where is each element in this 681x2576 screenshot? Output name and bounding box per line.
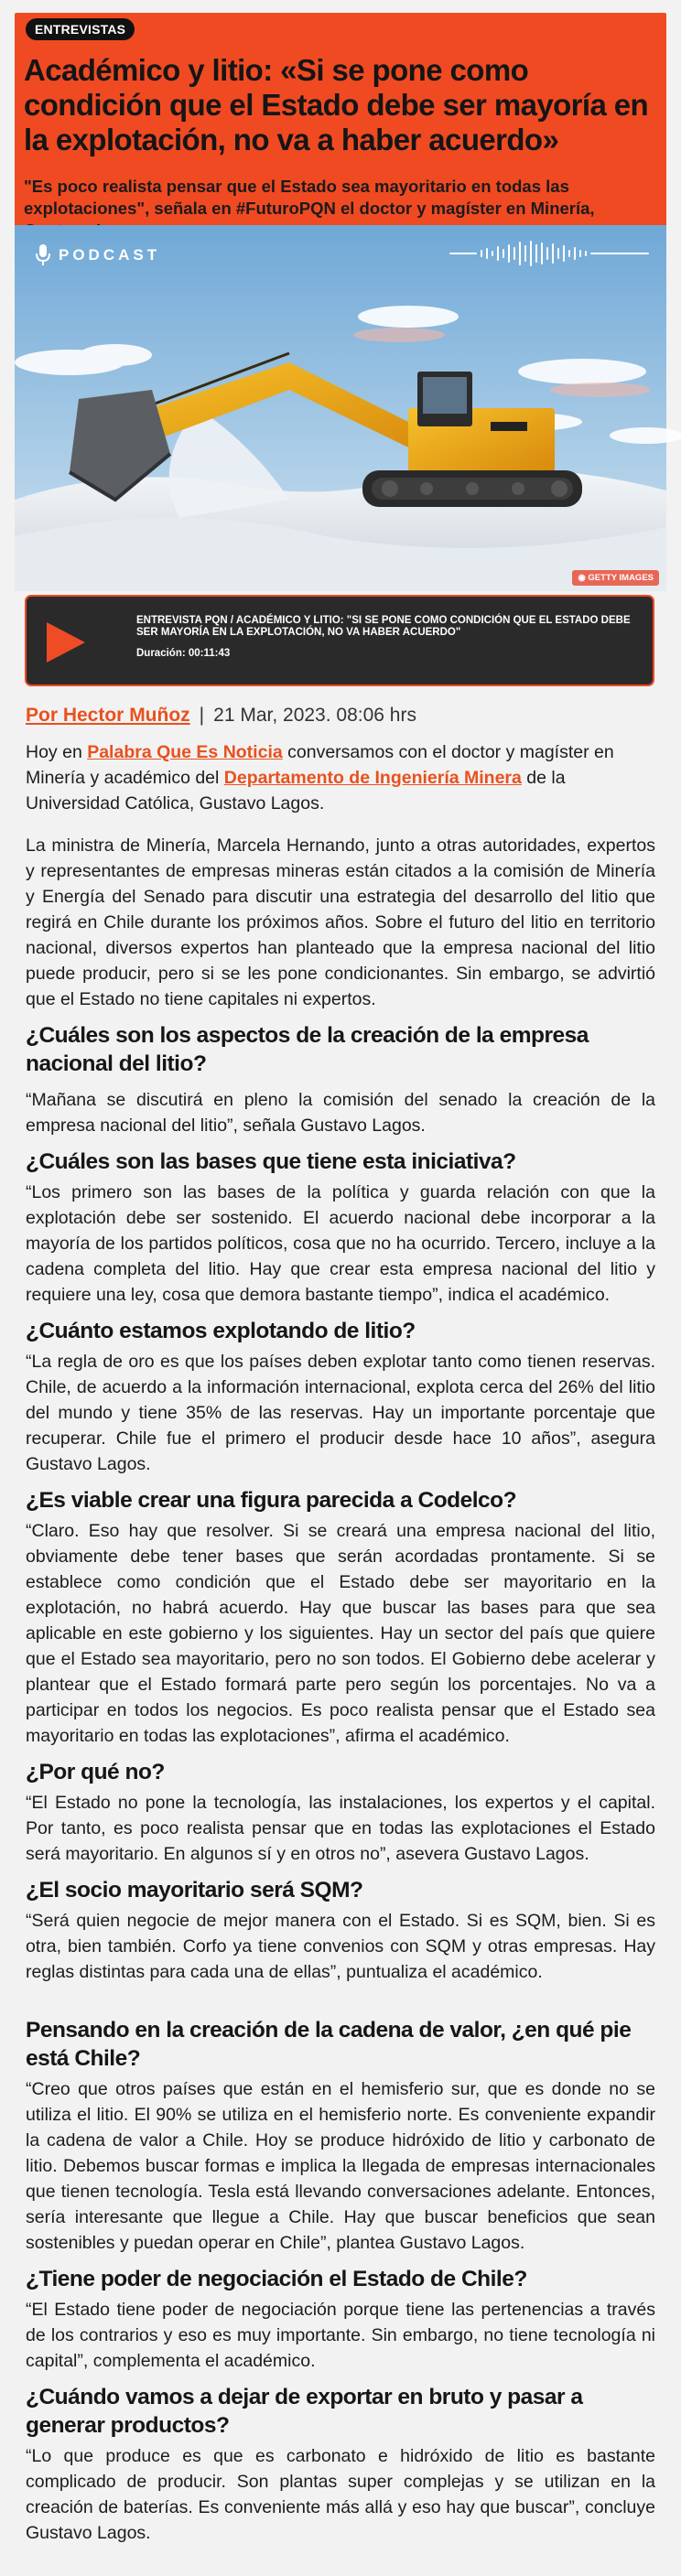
hero-image [15, 225, 666, 591]
intro-paragraph: La ministra de Minería, Marcela Hernando, junto a otras autoridades, expertos y representantes de empresas mineras están citados a la comisión de Minería y Energía del Senado para discutir una estrategia del desarrollo del litio que regirá en Chile durante los próximos años. Sobre el futuro del litio en territorio nacional, diversos expertos han planteado que la empresa nacional del litio puede producir, pero si se les pone condicionantes. Sin embargo, se advirtió que el Estado no tiene capitales ni expertos. [26, 835, 655, 1009]
answer-paragraph: “Creo que otros países que están en el hemisferio sur, que es donde no se utiliza el litio. El 90% se utiliza en el hemisferio norte. Es conveniente expandir la cadena de valor a Chile. Hoy se produce hidróxido de litio y carbonato de litio. Debemos buscar formas e implica la llegada de empresas internacionales que tienen tecnología. Tesla está llevando conversaciones adelante. Entonces, sería interesante que llegue a Chile. Hay que buscar beneficios que sean sostenibles y puedan operar en Chile”, plantea Gustavo Lagos. [26, 2079, 655, 2253]
byline-separator: | [199, 705, 205, 726]
department-link[interactable]: Departamento de Ingeniería Minera [223, 768, 522, 788]
answer-paragraph: “Lo que produce es que es carbonato e hidróxido de litio es bastante complicado de producir. Son plantas super complejas y se utilizan en la creación de baterías. Es conveniente más allá y eso hay que buscar”, concluye Gustavo Lagos. [26, 2446, 655, 2543]
question-heading: ¿Tiene poder de negociación el Estado de Chile? [26, 2267, 527, 2291]
question-heading: Pensando en la creación de la cadena de valor, ¿en qué pie está Chile? [26, 2018, 632, 2071]
article-body [26, 739, 655, 2546]
author-link[interactable]: Por Hector Muñoz [26, 705, 190, 726]
answer-paragraph: “Mañana se discutirá en pleno la comisión del senado la creación de la empresa nacional del litio”, señala Gustavo Lagos. [26, 1090, 655, 1136]
answer-paragraph: “El Estado no pone la tecnología, las instalaciones, los expertos y el capital. Por tanto, es poco realista pensar que en todas las explotaciones el Estado será mayoritario. En algunos sí y en otros no”, asevera Gustavo Lagos. [26, 1793, 655, 1864]
photo-credit: ◉ GETTY IMAGES [572, 570, 659, 586]
answer-paragraph: “Será quien negocie de mejor manera con el Estado. Si es SQM, bien. Si es otra, bien también. Corfo ya tiene convenios con SQM y otras empresas. Hay reglas distintas para cada una de ellas”, puntualiza el académico. [26, 1911, 655, 1982]
publish-date: 21 Mar, 2023. 08:06 hrs [213, 705, 416, 726]
lead-paragraph: Hoy en Palabra Que Es Noticia conversamos con el doctor y magíster en Minería y académico del Departamento de Ingeniería Minera de la Universidad Católica, Gustavo Lagos. [26, 742, 614, 814]
question-heading: ¿Es viable crear una figura parecida a Codelco? [26, 1488, 517, 1513]
category-badge[interactable]: ENTREVISTAS [26, 18, 135, 40]
question-heading: ¿Por qué no? [26, 1760, 165, 1784]
podcast-player [25, 595, 654, 686]
byline [26, 705, 416, 727]
article-title: Académico y litio: «Si se pone como condición que el Estado debe ser mayoría en la explotación, no va a haber acuerdo» [24, 53, 649, 156]
waveform-icon [449, 240, 650, 267]
podcast-label: PODCAST [35, 243, 160, 267]
hero-header [15, 13, 666, 225]
question-heading: ¿Cuáles son los aspectos de la creación de la empresa nacional del litio? [26, 1023, 589, 1076]
answer-paragraph: “La regla de oro es que los países deben explotar tanto como tienen reservas. Chile, de acuerdo a la información internacional, explota cerca del 26% del litio del mundo y tiene 35% de las reservas. Hay un importante porcentaje que recuperar. Chile fue el primero el producir desde hace 10 años”, asegura Gustavo Lagos. [26, 1352, 655, 1474]
answer-paragraph: “El Estado tiene poder de negociación porque tiene las pertenencias a través de los contrarios y eso es muy importante. Sin embargo, no tiene tecnología ni capital”, complementa el académico. [26, 2300, 655, 2371]
question-heading: ¿Cuándo vamos a dejar de exportar en bruto y pasar a generar productos? [26, 2385, 583, 2438]
excavator-photo [15, 225, 666, 591]
article-subtitle: "Es poco realista pensar que el Estado sea mayoritario en todas las explotaciones", señala en #FuturoPQN el doctor y magíster en Minería, [24, 177, 595, 218]
answer-paragraph: “Los primero son las bases de la política y guarda relación con que la explotación debe ser sostenido. El acuerdo nacional debe incorporar a la mayoría de los partidos políticos, cosa que no ha ocurrido. Tercero, incluye a la cadena completa del litio. Hay que crear esta empresa nacional del litio y requiere una ley, cosa que demora bastante tiempo”, indica el académico. [26, 1182, 655, 1305]
answer-paragraph: “Claro. Eso hay que resolver. Si se creará una empresa nacional del litio, obviamente debe tener bases que serán acordadas prontamente. Si se establece como condición que el Estado debe ser mayoritario en la explotación, no habrá acuerdo. Hay que buscar las bases para que sea aplicable en este gobierno y los siguientes. Hay un sector del país que quiere que el Estado sea mayoritario, pero no son todos. El Gobierno debe acelerar y plantear que el Estado formará parte pero según los porcentajes. No va a participar en todos los negocios. Es poco realista pensar que el Estado sea mayoritario en todas las explotaciones”, afirma el académico. [26, 1521, 655, 1746]
question-heading: ¿El socio mayoritario será SQM? [26, 1878, 363, 1902]
player-duration: Duración: 00:11:43 [136, 648, 231, 659]
camera-icon: ◉ [578, 573, 586, 583]
play-icon[interactable] [38, 615, 92, 670]
microphone-icon [35, 243, 51, 267]
question-heading: ¿Cuánto estamos explotando de litio? [26, 1319, 416, 1343]
player-title: ENTREVISTA PQN / ACADÉMICO Y LITIO: "SI SE PONE COMO CONDICIÓN QUE EL ESTADO DEBE SER MAYORÍA EN LA EXPLOTACIÓN, NO VA HABER ACUERDO" [136, 615, 631, 638]
question-heading: ¿Cuáles son las bases que tiene esta iniciativa? [26, 1149, 516, 1174]
program-link[interactable]: Palabra Que Es Noticia [87, 742, 283, 762]
